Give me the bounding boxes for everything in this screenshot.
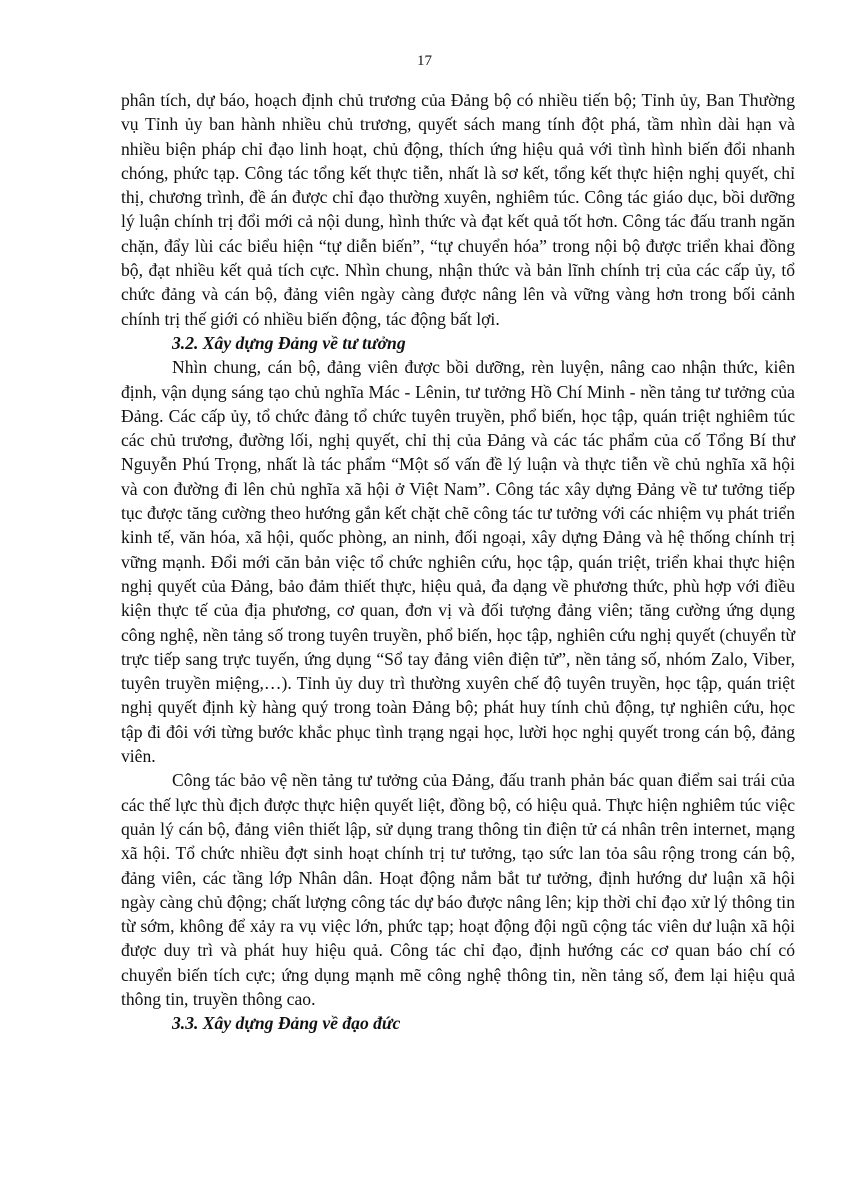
paragraph-3-2-a: Nhìn chung, cán bộ, đảng viên được bồi dưỡng, rèn luyện, nâng cao nhận thức, kiên định, vận dụng sáng tạo chủ nghĩa Mác - Lênin, tư tưởng Hồ Chí Minh - nền tảng tư tưởng của Đảng. Các cấp ủy, tổ chức đảng tổ chức tuyên truyền, phổ biến, học tập, quán triệt nghiêm túc các chủ trương, đường lối, nghị quyết, chỉ thị của Đảng và các tác phẩm của cố Tổng Bí thư Nguyễn Phú Trọng, nhất là tác phẩm “Một số vấn đề lý luận và thực tiễn về chủ nghĩa xã hội và con đường đi lên chủ nghĩa xã hội ở Việt Nam”. Công tác xây dựng Đảng về tư tưởng tiếp tục được tăng cường theo hướng gắn kết chặt chẽ công tác tư tưởng với các nhiệm vụ phát triển kinh tế, văn hóa, xã hội, quốc phòng, an ninh, đối ngoại, xây dựng Đảng và hệ thống chính trị vững mạnh. Đổi mới căn bản việc tổ chức nghiên cứu, học tập, quán triệt, triển khai thực hiện nghị quyết của Đảng, bảo đảm thiết thực, hiệu quả, đa dạng về phương thức, phù hợp với điều kiện thực tế của địa phương, cơ quan, đơn vị và đối tượng đảng viên; tăng cường ứng dụng công nghệ, nền tảng số trong tuyên truyền, phổ biến, học tập, nghiên cứu nghị quyết (chuyển từ trực tiếp sang trực tuyến, ứng dụng “Sổ tay đảng viên điện tử”, nền tảng số, nhóm Zalo, Viber, tuyên truyền miệng,…). Tỉnh ủy duy trì thường xuyên chế độ tuyên truyền, học tập, quán triệt nghị quyết định kỳ hàng quý trong toàn Đảng bộ; phát huy tính chủ động, tự nghiên cứu, học tập đi đôi với từng bước khắc phục tình trạng ngại học, lười học nghị quyết trong cán bộ, đảng viên. <box>121 357 795 767</box>
page-body <box>121 88 795 1036</box>
paragraph-continuation: phân tích, dự báo, hoạch định chủ trương của Đảng bộ có nhiều tiến bộ; Tỉnh ủy, Ban Thường vụ Tỉnh ủy ban hành nhiều chủ trương, quyết sách mang tính đột phá, tầm nhìn dài hạn và nhiều biện pháp chỉ đạo linh hoạt, chủ động, thích ứng hiệu quả với tình hình biến đổi nhanh chóng, phức tạp. Công tác tổng kết thực tiễn, nhất là sơ kết, tổng kết thực hiện nghị quyết, chỉ thị, chương trình, đề án được chỉ đạo thường xuyên, nghiêm túc. Công tác giáo dục, bồi dưỡng lý luận chính trị đổi mới cả nội dung, hình thức và đạt kết quả tốt hơn. Công tác đấu tranh ngăn chặn, đẩy lùi các biểu hiện “tự diễn biến”, “tự chuyển hóa” trong nội bộ được triển khai đồng bộ, đạt nhiều kết quả tích cực. Nhìn chung, nhận thức và bản lĩnh chính trị của các cấp ủy, tổ chức đảng và cán bộ, đảng viên ngày càng được nâng lên và vững vàng hơn trong bối cảnh chính trị thế giới có nhiều biến động, tác động bất lợi. <box>121 90 795 329</box>
section-heading-3-2: 3.2. Xây dựng Đảng về tư tưởng <box>172 332 406 353</box>
paragraph-3-2-b: Công tác bảo vệ nền tảng tư tưởng của Đảng, đấu tranh phản bác quan điểm sai trái của các thế lực thù địch được thực hiện quyết liệt, đồng bộ, có hiệu quả. Thực hiện nghiêm túc việc quản lý cán bộ, đảng viên thiết lập, sử dụng trang thông tin điện tử cá nhân trên internet, mạng xã hội. Tổ chức nhiều đợt sinh hoạt chính trị tư tưởng, tạo sức lan tỏa sâu rộng trong cán bộ, đảng viên, các tầng lớp Nhân dân. Hoạt động nắm bắt tư tưởng, định hướng dư luận xã hội ngày càng chủ động; chất lượng công tác dự báo được nâng lên; kịp thời chỉ đạo xử lý thông tin từ sớm, không để xảy ra vụ việc lớn, phức tạp; hoạt động đội ngũ cộng tác viên dư luận xã hội được duy trì và phát huy hiệu quả. Công tác chỉ đạo, định hướng các cơ quan báo chí có chuyển biến tích cực; ứng dụng mạnh mẽ công nghệ thông tin, nền tảng số, đem lại hiệu quả thông tin, truyền thông cao. <box>121 770 795 1009</box>
page-number: 17 <box>417 53 432 69</box>
section-heading-3-3: 3.3. Xây dựng Đảng về đạo đức <box>172 1013 401 1034</box>
